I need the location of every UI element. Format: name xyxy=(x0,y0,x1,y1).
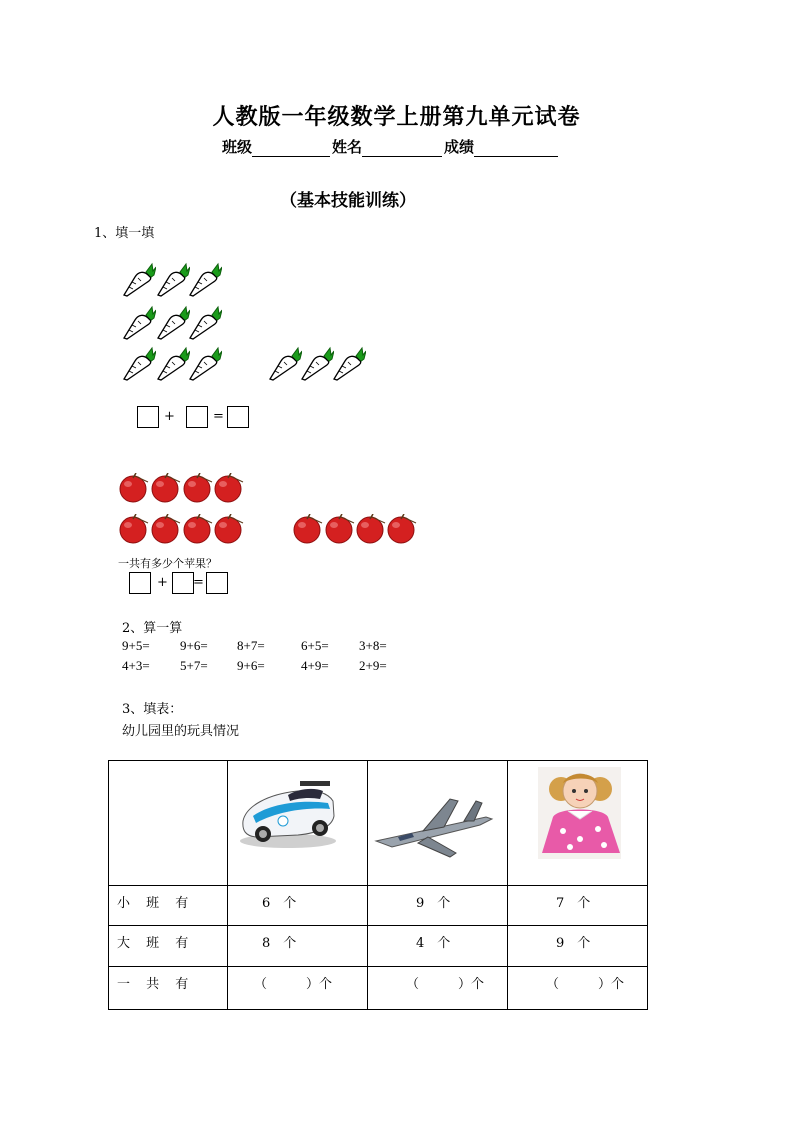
calc-item: 5+7= xyxy=(180,658,208,673)
calc-item: 9+6= xyxy=(180,638,208,653)
carrot-icon xyxy=(154,262,190,298)
plane-total-blank[interactable]: （ ）个 xyxy=(368,967,508,1010)
section2-heading: 2、算一算 xyxy=(122,621,183,636)
doll-count-big: 9 个 xyxy=(508,926,648,967)
calc-item: 4+3= xyxy=(122,658,150,673)
apple-icon xyxy=(386,514,418,546)
calc-item: 6+5= xyxy=(301,638,329,653)
carrot-icon xyxy=(298,346,334,382)
apple-icon xyxy=(150,473,182,505)
apple-icon xyxy=(182,514,214,546)
page-title: 人教版一年级数学上册第九单元试卷 xyxy=(212,105,581,130)
apple-icon xyxy=(118,473,150,505)
row-label-total: 一 共 有 xyxy=(109,967,228,1010)
apple-icon xyxy=(118,514,150,546)
carrot-icon xyxy=(120,262,156,298)
calc-item: 2+9= xyxy=(359,658,387,673)
carrot-icon xyxy=(154,346,190,382)
equals-sign: = xyxy=(193,575,204,590)
calc-item: 3+8= xyxy=(359,638,387,653)
doll-icon xyxy=(508,761,647,881)
carrot-icon xyxy=(186,262,222,298)
apple-icon xyxy=(150,514,182,546)
doll-count-small: 7 个 xyxy=(508,886,648,926)
apple-icon xyxy=(355,514,387,546)
toy-plane-cell xyxy=(368,761,508,886)
calc-item: 9+5= xyxy=(122,638,150,653)
plane-count-big: 4 个 xyxy=(368,926,508,967)
plus-sign: + xyxy=(164,409,175,424)
section1-heading: 1、填一填 xyxy=(94,226,155,241)
toy-car-cell xyxy=(228,761,368,886)
table-caption: 幼儿园里的玩具情况 xyxy=(122,724,240,739)
apple-icon xyxy=(182,473,214,505)
calc-item: 9+6= xyxy=(237,658,265,673)
subtitle: （基本技能训练） xyxy=(280,191,416,211)
row-label-big-class: 大 班 有 xyxy=(109,926,228,967)
header-empty-cell xyxy=(109,761,228,886)
apple-icon xyxy=(324,514,356,546)
name-blank[interactable] xyxy=(362,142,442,157)
carrot-icon xyxy=(330,346,366,382)
calc-item: 4+9= xyxy=(301,658,329,673)
plus-sign: + xyxy=(157,575,168,590)
apple-icon xyxy=(213,473,245,505)
carrot-icon xyxy=(154,305,190,341)
carrot-icon xyxy=(266,346,302,382)
carrot-icon xyxy=(186,305,222,341)
answer-box-2b[interactable] xyxy=(172,572,194,594)
answer-box-2c[interactable] xyxy=(206,572,228,594)
apple-icon xyxy=(292,514,324,546)
car-count-small: 6 个 xyxy=(228,886,368,926)
apple-question: 一共有多少个苹果？ xyxy=(118,557,217,570)
answer-box-1c[interactable] xyxy=(227,406,249,428)
name-label: 姓名 xyxy=(332,138,363,156)
answer-box-1b[interactable] xyxy=(186,406,208,428)
carrot-icon xyxy=(120,305,156,341)
equals-sign: = xyxy=(213,409,224,424)
class-label: 班级 xyxy=(222,138,253,156)
section3-heading: 3、填表： xyxy=(122,702,183,717)
row-label-small-class: 小 班 有 xyxy=(109,886,228,926)
score-blank[interactable] xyxy=(474,142,558,157)
race-car-icon xyxy=(228,761,367,881)
toy-table xyxy=(108,760,648,1010)
carrot-icon xyxy=(186,346,222,382)
answer-box-2a[interactable] xyxy=(129,572,151,594)
fighter-jet-icon xyxy=(368,761,507,881)
calc-item: 8+7= xyxy=(237,638,265,653)
car-count-big: 8 个 xyxy=(228,926,368,967)
toy-doll-cell xyxy=(508,761,648,886)
car-total-blank[interactable]: （ ）个 xyxy=(228,967,368,1010)
apple-icon xyxy=(213,514,245,546)
score-label: 成绩 xyxy=(444,138,475,156)
class-blank[interactable] xyxy=(252,142,330,157)
plane-count-small: 9 个 xyxy=(368,886,508,926)
answer-box-1a[interactable] xyxy=(137,406,159,428)
student-info xyxy=(222,136,560,157)
doll-total-blank[interactable]: （ ）个 xyxy=(508,967,648,1010)
carrot-icon xyxy=(120,346,156,382)
